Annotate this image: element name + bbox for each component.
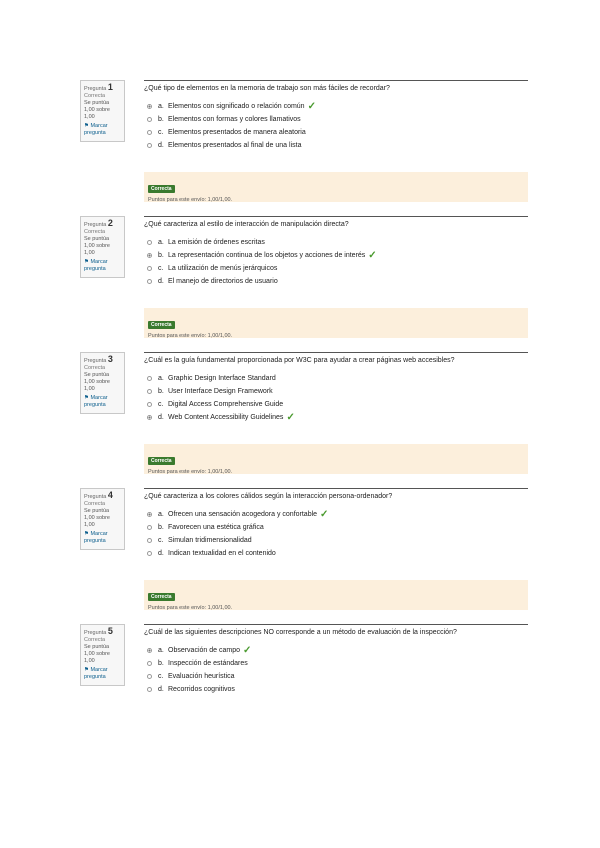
option-text: Web Content Accessibility Guidelines (168, 414, 284, 421)
correct-badge: Correcta (148, 457, 175, 465)
option-text: Elementos con formas y colores llamativos (168, 116, 301, 123)
check-icon: ✓ (242, 645, 252, 656)
question-label: Pregunta (84, 358, 107, 364)
answer-option[interactable] (144, 262, 528, 275)
flag-icon: ⚑ (84, 259, 89, 265)
answer-option[interactable] (144, 385, 528, 398)
question-info-2 (80, 216, 125, 278)
question-area-3 (144, 352, 528, 424)
question-info-1 (80, 80, 125, 142)
answer-option[interactable] (144, 100, 528, 113)
radio-button[interactable] (147, 648, 152, 653)
option-text: Elementos presentados al final de una lista (168, 142, 302, 149)
check-icon: ✓ (368, 250, 377, 261)
question-state: Correcta (84, 93, 106, 99)
question-label: Pregunta (84, 494, 107, 500)
feedback-score: Puntos para este envío: 1,00/1,00. (148, 197, 233, 203)
flag-label: Marcar pregunta (84, 123, 108, 136)
question-label: Pregunta (84, 86, 107, 92)
radio-button[interactable] (147, 415, 152, 420)
radio-button[interactable] (147, 389, 152, 394)
option-letter: d. (158, 278, 164, 285)
question-number: 1 (107, 82, 113, 92)
option-text: La emisión de órdenes escritas (168, 239, 265, 246)
radio-button[interactable] (147, 512, 152, 517)
option-letter: a. (158, 239, 164, 246)
option-text: Graphic Design Interface Standard (168, 375, 276, 382)
check-icon: ✓ (320, 509, 329, 520)
option-letter: a. (158, 375, 164, 382)
option-letter: a. (158, 103, 164, 110)
option-letter: c. (158, 537, 164, 544)
feedback-score: Puntos para este envío: 1,00/1,00. (148, 333, 233, 339)
question-text: ¿Qué caracteriza a los colores cálidos según la interacción persona-ordenador? (144, 493, 393, 500)
question-number: 4 (107, 490, 113, 500)
flag-question-button[interactable] (84, 395, 121, 409)
divider (144, 352, 528, 353)
question-area-5 (144, 624, 528, 696)
option-text: Elementos presentados de manera aleatoria (168, 129, 306, 136)
flag-label: Marcar pregunta (84, 259, 108, 272)
flag-icon: ⚑ (84, 667, 89, 673)
question-text: ¿Qué caracteriza al estilo de interacción de manipulación directa? (144, 221, 349, 228)
answer-option[interactable] (144, 372, 528, 385)
option-text: La utilización de menús jerárquicos (168, 265, 278, 272)
question-state: Correcta (84, 637, 106, 643)
option-letter: d. (158, 142, 164, 149)
question-grade: Se puntúa 1,00 sobre 1,00 (84, 372, 110, 392)
feedback-score: Puntos para este envío: 1,00/1,00. (148, 469, 233, 475)
question-number: 3 (107, 354, 113, 364)
flag-icon: ⚑ (84, 531, 89, 537)
question-grade: Se puntúa 1,00 sobre 1,00 (84, 508, 110, 528)
flag-label: Marcar pregunta (84, 667, 108, 680)
question-state: Correcta (84, 365, 106, 371)
answer-option[interactable] (144, 411, 528, 424)
option-letter: c. (158, 129, 164, 136)
flag-question-button[interactable] (84, 259, 121, 273)
option-letter: c. (158, 265, 164, 272)
flag-question-button[interactable] (84, 667, 121, 681)
correct-badge: Correcta (148, 321, 175, 329)
option-text: Inspección de estándares (168, 660, 248, 667)
answer-option[interactable] (144, 670, 528, 683)
answer-option[interactable] (144, 139, 528, 152)
question-info-5 (80, 624, 125, 686)
feedback-box-1 (144, 172, 528, 202)
radio-button[interactable] (147, 538, 152, 543)
feedback-box-2 (144, 308, 528, 338)
feedback-box-3 (144, 444, 528, 474)
radio-button[interactable] (147, 525, 152, 530)
flag-icon: ⚑ (84, 395, 89, 401)
radio-button[interactable] (147, 266, 152, 271)
radio-button[interactable] (147, 240, 152, 245)
option-letter: d. (158, 414, 164, 421)
question-number: 2 (107, 218, 113, 228)
option-text: Evaluación heurística (168, 673, 235, 680)
answer-option[interactable] (144, 249, 528, 262)
question-area-1 (144, 80, 528, 152)
flag-question-button[interactable] (84, 123, 121, 137)
question-state: Correcta (84, 501, 106, 507)
option-text: Favorecen una estética gráfica (168, 524, 264, 531)
flag-label: Marcar pregunta (84, 531, 108, 544)
option-text: Elementos con significado o relación común (168, 103, 305, 110)
divider (144, 80, 528, 81)
option-text: Ofrecen una sensación acogedora y confortable (168, 511, 318, 518)
answer-option[interactable] (144, 657, 528, 670)
feedback-score: Puntos para este envío: 1,00/1,00. (148, 605, 233, 611)
radio-button[interactable] (147, 104, 152, 109)
radio-button[interactable] (147, 687, 152, 692)
question-label: Pregunta (84, 222, 107, 228)
question-grade: Se puntúa 1,00 sobre 1,00 (84, 100, 110, 120)
correct-badge: Correcta (148, 593, 175, 601)
option-letter: a. (158, 647, 164, 654)
question-text: ¿Cuál es la guía fundamental proporcionada por W3C para ayudar a crear páginas web accesibles? (144, 357, 455, 364)
divider (144, 488, 528, 489)
question-info-3 (80, 352, 125, 414)
question-number: 5 (107, 626, 113, 636)
radio-button[interactable] (147, 130, 152, 135)
answer-option[interactable] (144, 236, 528, 249)
divider (144, 624, 528, 625)
radio-button[interactable] (147, 551, 152, 556)
divider (144, 216, 528, 217)
option-text: Recorridos cognitivos (168, 686, 235, 693)
option-letter: b. (158, 252, 164, 259)
question-grade: Se puntúa 1,00 sobre 1,00 (84, 644, 110, 664)
option-letter: b. (158, 116, 164, 123)
question-text: ¿Qué tipo de elementos en la memoria de trabajo son más fáciles de recordar? (144, 85, 390, 92)
option-letter: b. (158, 524, 164, 531)
option-text: User Interface Design Framework (168, 388, 273, 395)
option-letter: a. (158, 511, 164, 518)
answer-option[interactable] (144, 683, 528, 696)
question-info-4 (80, 488, 125, 550)
question-state: Correcta (84, 229, 106, 235)
option-letter: c. (158, 401, 164, 408)
answer-option[interactable] (144, 113, 528, 126)
radio-button[interactable] (147, 143, 152, 148)
answer-option[interactable] (144, 521, 528, 534)
question-area-2 (144, 216, 528, 288)
option-letter: b. (158, 660, 164, 667)
option-letter: c. (158, 673, 164, 680)
radio-button[interactable] (147, 402, 152, 407)
question-text: ¿Cuál de las siguientes descripciones NO corresponde a un método de evaluación de la inspección? (144, 629, 457, 636)
option-letter: b. (158, 388, 164, 395)
check-icon: ✓ (307, 101, 316, 112)
radio-button[interactable] (147, 279, 152, 284)
option-text: La representación continua de los objetos y acciones de interés (168, 252, 366, 259)
option-text: Digital Access Comprehensive Guide (168, 401, 284, 408)
answer-option[interactable] (144, 275, 528, 288)
flag-question-button[interactable] (84, 531, 121, 545)
radio-button[interactable] (147, 376, 152, 381)
check-icon: ✓ (286, 412, 295, 423)
question-label: Pregunta (84, 630, 107, 636)
answer-option[interactable] (144, 126, 528, 139)
radio-button[interactable] (147, 117, 152, 122)
answer-option[interactable] (144, 534, 528, 547)
radio-button[interactable] (147, 253, 152, 258)
option-text: Simulan tridimensionalidad (168, 537, 252, 544)
option-text: Observación de campo (168, 647, 240, 654)
feedback-box-4 (144, 580, 528, 610)
answer-option[interactable] (144, 547, 528, 560)
radio-button[interactable] (147, 674, 152, 679)
correct-badge: Correcta (148, 185, 175, 193)
option-letter: d. (158, 550, 164, 557)
answer-option[interactable] (144, 644, 528, 657)
radio-button[interactable] (147, 661, 152, 666)
answer-option[interactable] (144, 398, 528, 411)
flag-label: Marcar pregunta (84, 395, 108, 408)
option-text: Indican textualidad en el contenido (168, 550, 276, 557)
question-area-4 (144, 488, 528, 560)
flag-icon: ⚑ (84, 123, 89, 129)
option-text: El manejo de directorios de usuario (168, 278, 278, 285)
option-letter: d. (158, 686, 164, 693)
question-grade: Se puntúa 1,00 sobre 1,00 (84, 236, 110, 256)
answer-option[interactable] (144, 508, 528, 521)
